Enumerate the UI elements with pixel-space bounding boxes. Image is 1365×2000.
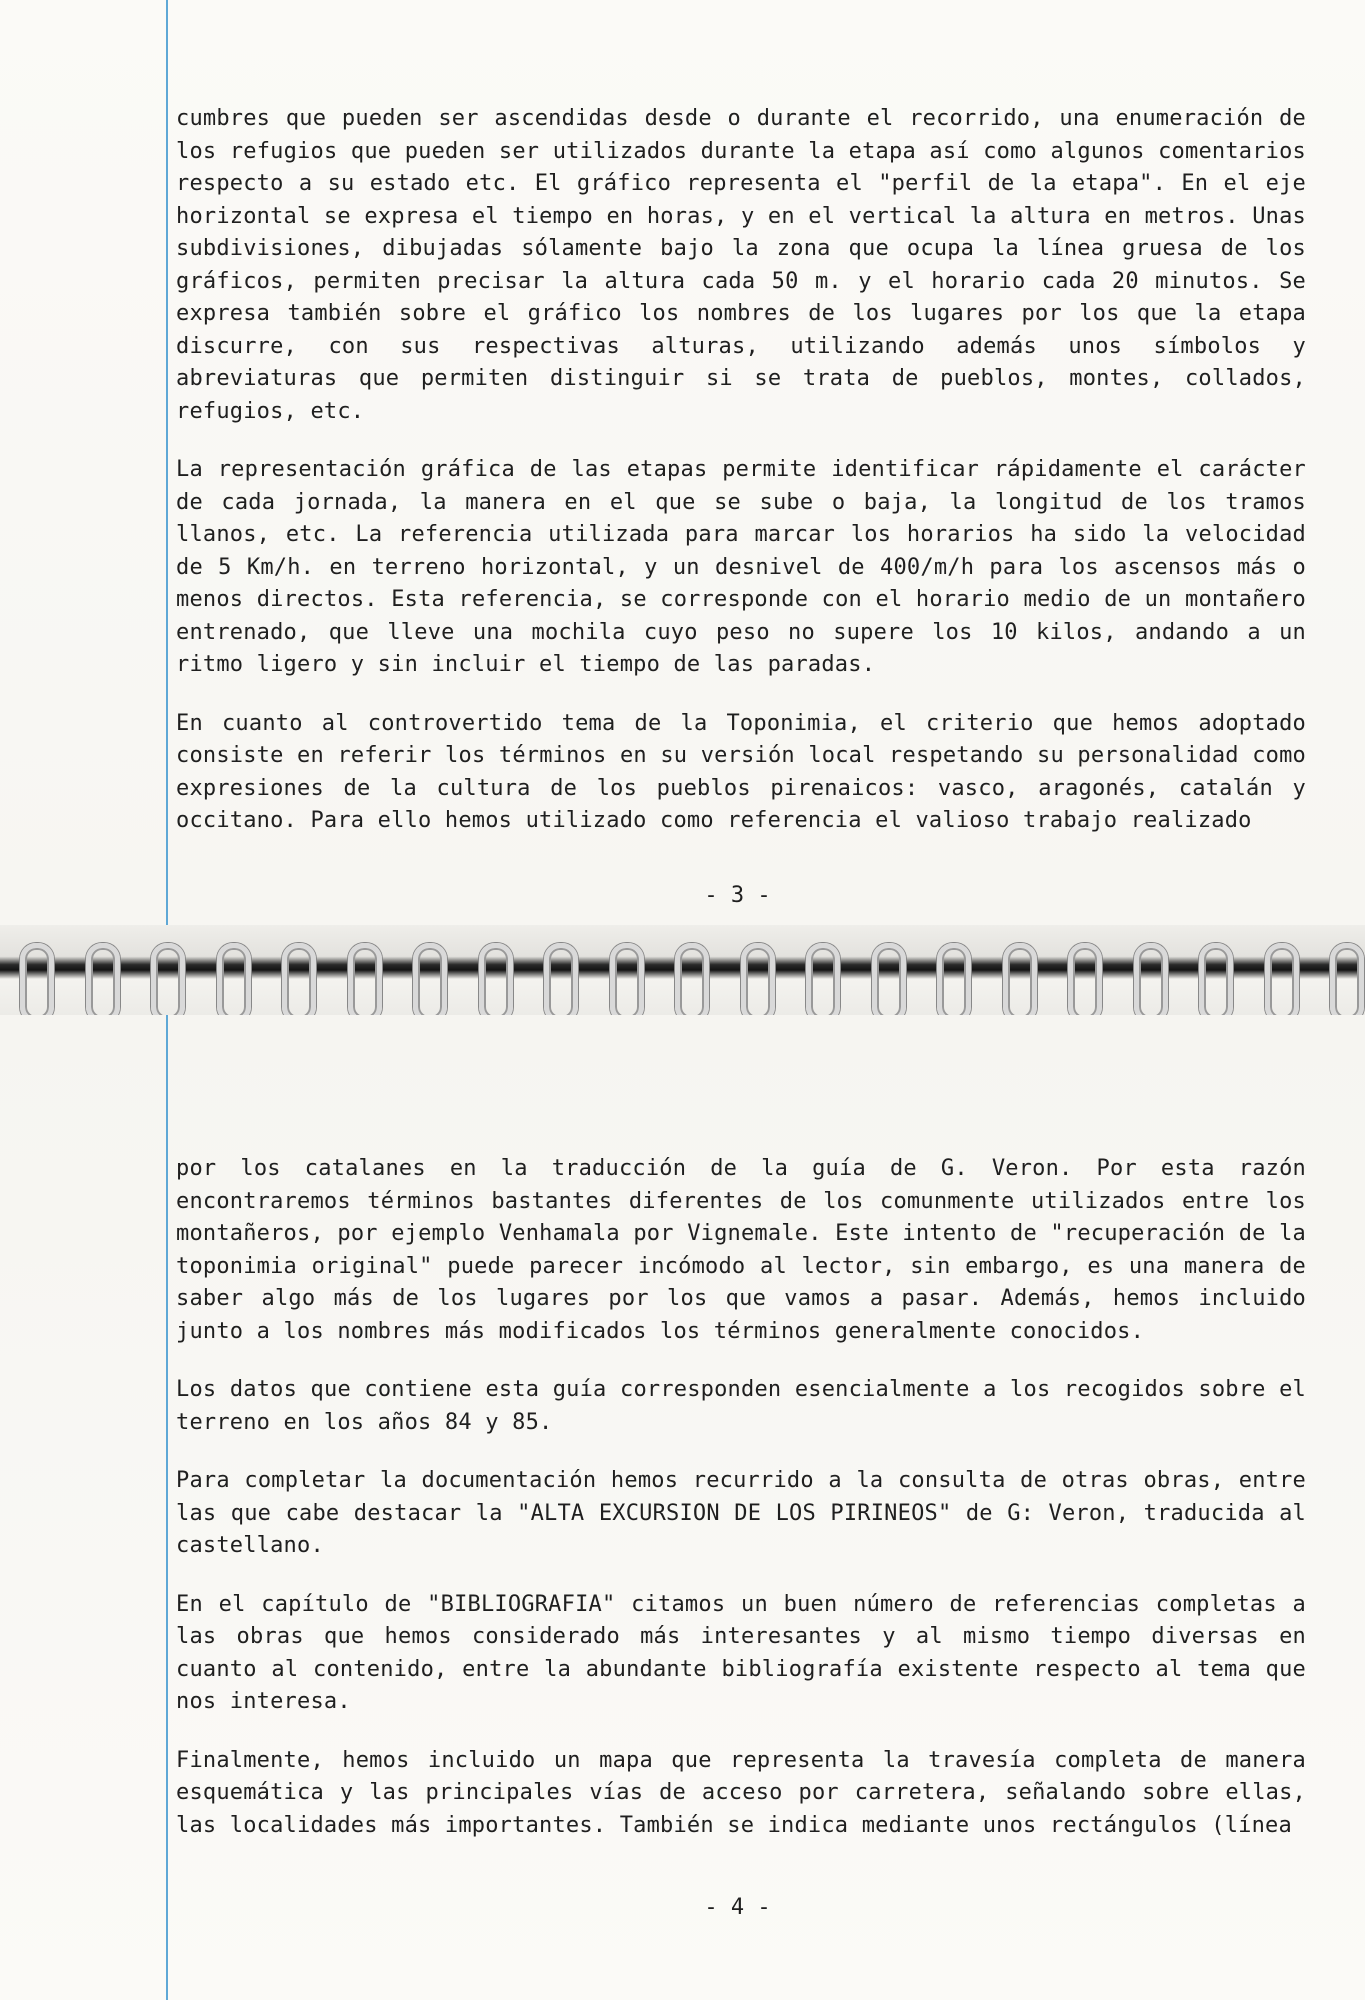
binding-coil — [872, 943, 906, 1023]
binding-coil — [151, 943, 185, 1023]
binding-coil — [544, 943, 578, 1023]
paragraph: por los catalanes en la traducción de la guía de G. Veron. Por esta razón encontraremos términos bastantes diferentes de los comunmente utilizados entre los montañeros, por ejemplo Venhamala por Vignemale. Este intento de "recuperación de la toponimia original" puede parecer incómodo al lector, sin embargo, es una manera de saber algo más de los lugares por los que vamos a pasar. Además, hemos incluido junto a los nombres más modificados los términos generalmente conocidos. — [176, 1156, 1306, 1344]
spiral-binding — [0, 925, 1365, 1015]
binding-coil — [86, 943, 120, 1023]
binding-coil — [1330, 943, 1364, 1023]
binding-coil — [675, 943, 709, 1023]
paragraph: cumbres que pueden ser ascendidas desde o durante el recorrido, una enumeración de los refugios que pueden ser utilizados durante la etapa así como algunos comentarios respecto a su estado etc. El gráfico representa el "perfil de la etapa". En el eje horizontal se expresa el tiempo en horas, y en el vertical la altura en metros. Unas subdivisiones, dibujadas sólamente bajo la zona que ocupa la línea gruesa de los gráficos, permiten precisar la altura cada 50 m. y el horario cada 20 minutos. Se expresa también sobre el gráfico los nombres de los lugares por los que la etapa discurre, con sus respectivas alturas, utilizando además unos símbolos y abreviaturas que permiten distinguir si se trata de pueblos, montes, collados, refugios, etc. — [176, 106, 1306, 424]
binding-coil — [937, 943, 971, 1023]
paragraph: Los datos que contiene esta guía corresponden esencialmente a los recogidos sobre el terreno en los años 84 y 85. — [176, 1377, 1306, 1435]
bottom-page-text — [176, 1153, 1306, 1842]
binding-coil — [1068, 943, 1102, 1023]
page-number: - 3 - — [704, 883, 771, 908]
paragraph: En el capítulo de "BIBLIOGRAFIA" citamos un buen número de referencias completas a las obras que hemos considerado más interesantes y al mismo tiempo diversas en cuanto al contenido, entre la abundante bibliografía existente respecto al tema que nos interesa. — [176, 1591, 1306, 1714]
binding-coil — [348, 943, 382, 1023]
paragraph: En cuanto al controvertido tema de la Toponimia, el criterio que hemos adoptado consiste en referir los términos en su versión local respetando su personalidad como expresiones de la cultura de los pueblos pirenaicos: vasco, aragonés, catalán y occitano. Para ello hemos utilizado como referencia el valioso trabajo realizado — [176, 710, 1306, 833]
bottom-page — [0, 1015, 1365, 2000]
paragraph: La representación gráfica de las etapas permite identificar rápidamente el carácter de cada jornada, la manera en el que se sube o baja, la longitud de los tramos llanos, etc. La referencia utilizada para marcar los horarios ha sido la velocidad de 5 Km/h. en terreno horizontal, y un desnivel de 400/m/h para los ascensos más o menos directos. Esta referencia, se corresponde con el horario medio de un montañero entrenado, que lleve una mochila cuyo peso no supere los 10 kilos, andando a un ritmo ligero y sin incluir el tiempo de las paradas. — [176, 457, 1306, 677]
margin-line — [166, 0, 168, 925]
binding-coil — [1134, 943, 1168, 1023]
binding-coil — [217, 943, 251, 1023]
paragraph: Finalmente, hemos incluido un mapa que representa la travesía completa de manera esquemática y las principales vías de acceso por carretera, señalando sobre ellas, las localidades más importantes. También se indica mediante unos rectángulos (línea — [176, 1747, 1306, 1838]
binding-coil — [282, 943, 316, 1023]
binding-coil — [741, 943, 775, 1023]
binding-coil — [610, 943, 644, 1023]
top-page — [0, 0, 1365, 925]
margin-line — [166, 1015, 168, 2000]
binding-coil — [413, 943, 447, 1023]
binding-coil — [20, 943, 54, 1023]
binding-coil — [1003, 943, 1037, 1023]
page-number: - 4 - — [704, 1895, 771, 1920]
binding-coil — [806, 943, 840, 1023]
binding-coil — [1265, 943, 1299, 1023]
binding-coils — [20, 925, 1360, 1015]
binding-coil — [1199, 943, 1233, 1023]
top-page-text — [176, 103, 1306, 838]
paragraph: Para completar la documentación hemos recurrido a la consulta de otras obras, entre las que cabe destacar la "ALTA EXCURSION DE LOS PIRINEOS" de G: Veron, traducida al castellano. — [176, 1468, 1306, 1558]
binding-coil — [479, 943, 513, 1023]
